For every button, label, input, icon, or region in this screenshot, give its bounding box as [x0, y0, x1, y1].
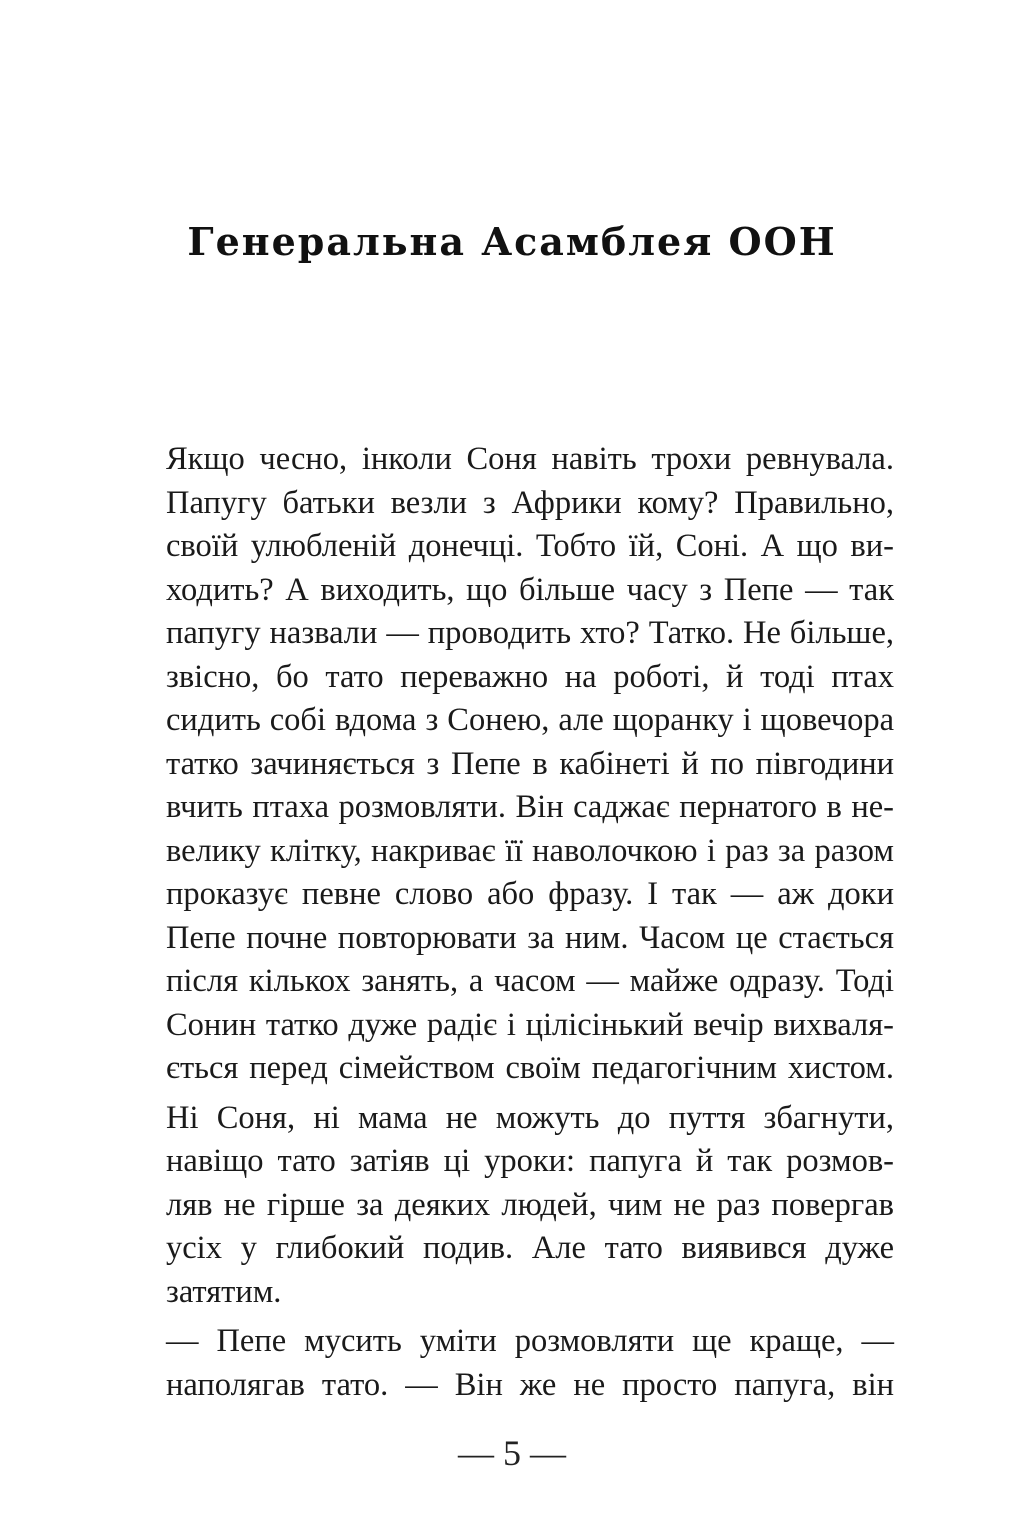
paragraph	[130, 1320, 894, 1407]
text-line: затятим.	[166, 1273, 282, 1310]
text-line: Ні Соня, ні мама не можуть до пуття збагнути,	[166, 1099, 894, 1136]
text-line: вчить птаха розмовляти. Він саджає пернатого в не-	[166, 789, 894, 825]
text-line: татко зачиняється з Пепе в кабінеті й по півгодини	[166, 745, 894, 782]
text-line: Папугу батьки везли з Африки кому? Правильно,	[166, 484, 894, 521]
text-line: папугу назвали — проводить хто? Татко. Не більше,	[166, 615, 894, 651]
text-line: Сонин татко дуже радіє і цілісінький вечір вихваля-	[166, 1006, 894, 1043]
text-line: сидить собі вдома з Сонею, але щоранку і щовечора	[166, 702, 894, 738]
text-line: навіщо тато затіяв ці уроки: папуга й так розмов-	[166, 1143, 894, 1179]
text-line: проказує певне слово або фразу. І так — аж доки	[166, 876, 894, 912]
paragraph	[130, 1097, 894, 1315]
text-line: Пепе почне повторювати за ним. Часом це стається	[166, 919, 894, 956]
text-line: — Пепе мусить уміти розмовляти ще краще, —	[166, 1323, 894, 1359]
page-number: — 5 —	[458, 1433, 566, 1473]
text-line: ється перед сімейством своїм педагогічним хистом.	[166, 1050, 894, 1086]
paragraph	[130, 438, 894, 1091]
text-line: після кількох занять, а часом — майже одразу. Тоді	[166, 963, 894, 999]
text-line: ляв не гірше за деяких людей, чим не раз повергав	[166, 1186, 894, 1223]
body-text	[130, 438, 894, 1407]
text-line: усіх у глибокий подив. Але тато виявився дуже	[166, 1230, 894, 1266]
text-line: Якщо чесно, інколи Соня навіть трохи ревнувала.	[166, 441, 894, 477]
text-line: наполягав тато. — Він же не просто папуга, він	[166, 1366, 894, 1403]
text-line: своїй улюбленій донечці. Тобто їй, Соні. А що ви-	[166, 528, 894, 564]
text-line: велику клітку, накриває її наволочкою і раз за разом	[166, 832, 894, 869]
text-line: звісно, бо тато переважно на роботі, й тоді птах	[166, 658, 894, 695]
chapter-title: Генеральна Асамблея ООН	[187, 219, 837, 264]
text-line: ходить? А виходить, що більше часу з Пепе — так	[166, 571, 894, 608]
